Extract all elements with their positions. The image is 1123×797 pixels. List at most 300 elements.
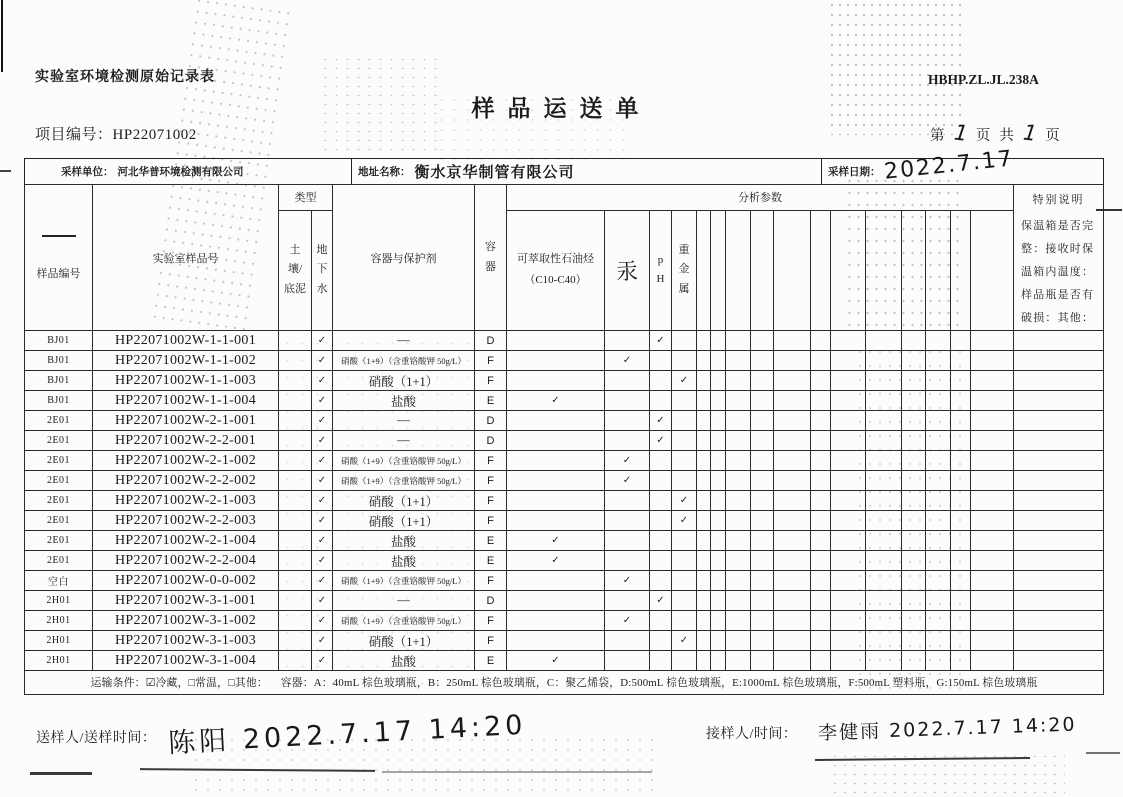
preservative-cell: 盐酸: [333, 651, 475, 671]
container-code-cell: E: [475, 651, 507, 671]
signature-underline: [815, 757, 1030, 761]
type-groundwater-check-cell: ✓: [312, 451, 333, 471]
special-note-empty-cell: [1014, 431, 1104, 451]
param-heavy-metal-check-cell: [672, 351, 697, 371]
empty-param-cell: [926, 431, 951, 451]
empty-param-cell: [866, 511, 902, 531]
empty-param-cell: [951, 431, 971, 451]
col-header-empty-param: [951, 210, 971, 330]
param-ph-check-cell: [650, 611, 672, 631]
empty-param-cell: [951, 391, 971, 411]
receiver-signature-handwritten: 李健雨 2022.7.17 14:20: [817, 713, 1077, 745]
empty-param-cell: [711, 551, 726, 571]
param-ph-check-cell: [650, 571, 672, 591]
empty-param-cell: [711, 331, 726, 351]
col-header-empty-param: [866, 210, 902, 330]
special-note-empty-cell: [1014, 511, 1104, 531]
empty-param-cell: [926, 511, 951, 531]
lab-sample-no-cell: HP22071002W-3-1-001: [93, 591, 279, 611]
type-soil-cell: [279, 411, 312, 431]
container-code-cell: D: [475, 331, 507, 351]
table-row: [25, 371, 1104, 391]
col-header-param-mercury: [605, 210, 650, 330]
lab-sample-no-cell: HP22071002W-0-0-002: [93, 571, 279, 591]
type-soil-cell: [279, 511, 312, 531]
empty-param-cell: [926, 591, 951, 611]
table-row: [25, 611, 1104, 631]
special-note-empty-cell: [1014, 371, 1104, 391]
scan-edge-mark: [0, 170, 11, 172]
empty-param-cell: [831, 431, 866, 451]
preservative-cell: 硝酸（1+9）（含重铬酸钾 50g/L）: [333, 571, 475, 591]
lab-sample-no-cell: HP22071002W-2-1-003: [93, 491, 279, 511]
empty-param-cell: [971, 551, 1014, 571]
empty-param-cell: [711, 611, 726, 631]
project-number-label: 项目编号：: [35, 127, 113, 143]
sample-no-cell: 2H01: [25, 631, 93, 651]
empty-param-cell: [831, 451, 866, 471]
empty-param-cell: [971, 571, 1014, 591]
param-heavy-metal-check-cell: ✓: [672, 491, 697, 511]
empty-param-cell: [866, 391, 902, 411]
empty-param-cell: [866, 651, 902, 671]
empty-param-cell: [751, 551, 774, 571]
empty-param-cell: [926, 611, 951, 631]
sample-no-cell: 2E01: [25, 551, 93, 571]
empty-param-cell: [774, 331, 811, 351]
empty-param-cell: [697, 491, 711, 511]
preservative-cell: —: [333, 431, 475, 451]
empty-param-cell: [726, 631, 751, 651]
empty-param-cell: [811, 611, 831, 631]
param-ph-check-cell: [650, 651, 672, 671]
empty-param-cell: [697, 451, 711, 471]
param-heavy-metal-check-cell: [672, 331, 697, 351]
type-soil-cell: [279, 591, 312, 611]
table-footer: [25, 671, 1104, 695]
col-header-sample-no-label: 样品编号: [36, 267, 81, 280]
table-row: [25, 451, 1104, 471]
sender-label: 送样人/送样时间：: [36, 731, 157, 746]
empty-param-cell: [726, 331, 751, 351]
special-note-empty-cell: [1014, 351, 1104, 371]
col-header-empty-param: [926, 210, 951, 330]
lab-sample-no-cell: HP22071002W-2-1-004: [93, 531, 279, 551]
param-heavy-metal-check-cell: [672, 411, 697, 431]
empty-param-cell: [811, 591, 831, 611]
empty-param-cell: [811, 631, 831, 651]
signature-underline: [30, 772, 92, 775]
empty-param-cell: [751, 511, 774, 531]
empty-param-cell: [866, 551, 902, 571]
lab-sample-no-cell: HP22071002W-3-1-003: [93, 631, 279, 651]
empty-param-cell: [926, 651, 951, 671]
empty-param-cell: [831, 551, 866, 571]
empty-param-cell: [811, 451, 831, 471]
col-header-type-groundwater-label: 地下水: [316, 243, 328, 296]
param-mercury-check-cell: ✓: [605, 611, 650, 631]
table-row: [25, 551, 1104, 571]
sample-no-cell: 2H01: [25, 611, 93, 631]
param-heavy-metal-check-cell: [672, 471, 697, 491]
empty-param-cell: [711, 431, 726, 451]
preservative-cell: 硝酸（1+9）（含重铬酸钾 50g/L）: [333, 451, 475, 471]
param-mercury-check-cell: [605, 331, 650, 351]
type-groundwater-check-cell: ✓: [312, 491, 333, 511]
special-note-empty-cell: [1014, 471, 1104, 491]
type-soil-cell: [279, 331, 312, 351]
special-note-title: 特别说明: [1032, 194, 1085, 206]
preservative-cell: —: [333, 591, 475, 611]
empty-param-cell: [726, 511, 751, 531]
container-code-cell: E: [475, 391, 507, 411]
empty-param-cell: [774, 351, 811, 371]
param-heavy-metal-check-cell: [672, 431, 697, 451]
col-header-empty-param: [697, 210, 711, 330]
empty-param-cell: [697, 371, 711, 391]
empty-param-cell: [726, 651, 751, 671]
special-note-empty-cell: [1014, 331, 1104, 351]
page-total-handwritten: 1: [1019, 120, 1041, 146]
preservative-cell: 盐酸: [333, 391, 475, 411]
project-number-line: [35, 123, 197, 144]
empty-param-cell: [697, 411, 711, 431]
empty-param-cell: [751, 431, 774, 451]
signature-underline: [140, 768, 375, 772]
empty-param-cell: [774, 571, 811, 591]
sample-no-cell: 2E01: [25, 411, 93, 431]
preservative-cell: —: [333, 331, 475, 351]
empty-param-cell: [831, 471, 866, 491]
type-groundwater-check-cell: ✓: [312, 471, 333, 491]
container-code-cell: F: [475, 371, 507, 391]
empty-param-cell: [831, 511, 866, 531]
param-mercury-check-cell: [605, 431, 650, 451]
empty-param-cell: [902, 371, 926, 391]
param-mercury-check-cell: ✓: [605, 351, 650, 371]
empty-param-cell: [811, 471, 831, 491]
sample-no-cell: 2E01: [25, 451, 93, 471]
scan-edge-line: [1, 0, 3, 72]
empty-param-cell: [697, 471, 711, 491]
container-code-cell: F: [475, 571, 507, 591]
empty-param-cell: [831, 351, 866, 371]
empty-param-cell: [711, 371, 726, 391]
param-mercury-check-cell: [605, 551, 650, 571]
empty-param-cell: [751, 531, 774, 551]
empty-param-cell: [726, 591, 751, 611]
empty-param-cell: [774, 391, 811, 411]
type-soil-cell: [279, 351, 312, 371]
table-row: [25, 351, 1104, 371]
empty-param-cell: [926, 371, 951, 391]
table-row: [25, 511, 1104, 531]
page-word-gong: 共: [999, 128, 1014, 144]
param-petroleum-check-cell: ✓: [507, 391, 605, 411]
empty-param-cell: [811, 351, 831, 371]
table-row: [25, 391, 1104, 411]
param-heavy-metal-check-cell: [672, 531, 697, 551]
empty-param-cell: [951, 531, 971, 551]
preservative-cell: 硝酸（1+1）: [333, 511, 475, 531]
param-heavy-metal-check-cell: ✓: [672, 511, 697, 531]
param-mercury-check-cell: ✓: [605, 571, 650, 591]
empty-param-cell: [866, 471, 902, 491]
empty-param-cell: [926, 331, 951, 351]
site-name-value: 衡水京华制管有限公司: [414, 165, 575, 181]
col-header-param-petroleum-label: 可萃取性石油烃（C10-C40）: [517, 253, 594, 287]
col-header-empty-param: [831, 210, 866, 330]
container-code-cell: F: [475, 451, 507, 471]
param-ph-check-cell: ✓: [650, 431, 672, 451]
param-petroleum-check-cell: [507, 631, 605, 651]
empty-param-cell: [697, 651, 711, 671]
empty-param-cell: [971, 451, 1014, 471]
empty-param-cell: [751, 591, 774, 611]
col-header-param-petroleum: [507, 210, 605, 330]
container-code-cell: D: [475, 411, 507, 431]
preservative-cell: 盐酸: [333, 551, 475, 571]
col-header-type-groundwater: [312, 210, 333, 330]
type-groundwater-check-cell: ✓: [312, 371, 333, 391]
empty-param-cell: [811, 651, 831, 671]
empty-param-cell: [726, 571, 751, 591]
empty-param-cell: [951, 371, 971, 391]
project-number-value: HP22071002: [112, 127, 197, 143]
empty-param-cell: [951, 611, 971, 631]
param-mercury-check-cell: [605, 371, 650, 391]
empty-param-cell: [697, 511, 711, 531]
param-petroleum-check-cell: [507, 411, 605, 431]
empty-param-cell: [971, 391, 1014, 411]
col-header-container-preservative: 容器与保护剂: [333, 185, 475, 331]
empty-param-cell: [811, 491, 831, 511]
empty-param-cell: [711, 391, 726, 411]
param-ph-check-cell: [650, 451, 672, 471]
col-header-container: [475, 185, 507, 331]
container-code-cell: E: [475, 531, 507, 551]
param-mercury-handwritten: 汞: [615, 259, 639, 286]
empty-param-cell: [951, 411, 971, 431]
empty-param-cell: [902, 551, 926, 571]
sampling-org-label: 采样单位：: [61, 167, 114, 178]
param-ph-check-cell: [650, 371, 672, 391]
col-header-type-group: 类型: [279, 185, 333, 211]
empty-param-cell: [831, 631, 866, 651]
sample-no-cell: 2E01: [25, 471, 93, 491]
type-soil-cell: [279, 631, 312, 651]
col-header-analysis-group: 分析参数: [507, 185, 1014, 211]
empty-param-cell: [971, 591, 1014, 611]
empty-param-cell: [774, 471, 811, 491]
empty-param-cell: [971, 471, 1014, 491]
empty-param-cell: [951, 331, 971, 351]
preservative-cell: 硝酸（1+1）: [333, 371, 475, 391]
col-header-empty-param: [811, 210, 831, 330]
param-heavy-metal-check-cell: ✓: [672, 371, 697, 391]
transport-conditions-row: [25, 671, 1104, 695]
type-groundwater-check-cell: ✓: [312, 531, 333, 551]
param-petroleum-check-cell: ✓: [507, 551, 605, 571]
empty-param-cell: [831, 371, 866, 391]
empty-param-cell: [751, 491, 774, 511]
lab-sample-no-cell: HP22071002W-2-1-002: [93, 451, 279, 471]
form-code: HBHP.ZL.JL.238A: [928, 72, 1039, 87]
container-code-cell: D: [475, 431, 507, 451]
site-name-cell: [351, 159, 821, 184]
param-heavy-metal-check-cell: [672, 571, 697, 591]
param-mercury-check-cell: [605, 411, 650, 431]
special-note-empty-cell: [1014, 491, 1104, 511]
empty-param-cell: [926, 491, 951, 511]
special-note-empty-cell: [1014, 591, 1104, 611]
special-note-empty-cell: [1014, 451, 1104, 471]
empty-param-cell: [902, 471, 926, 491]
empty-param-cell: [726, 451, 751, 471]
param-heavy-metal-check-cell: [672, 391, 697, 411]
container-code-cell: F: [475, 511, 507, 531]
preservative-cell: 硝酸（1+9）（含重铬酸钾 50g/L）: [333, 471, 475, 491]
param-petroleum-check-cell: [507, 331, 605, 351]
empty-param-cell: [926, 531, 951, 551]
doc-type-label: 实验室环境检测原始记录表: [35, 70, 215, 85]
empty-param-cell: [902, 411, 926, 431]
empty-param-cell: [711, 651, 726, 671]
receiver-label: 接样人/时间：: [706, 727, 798, 742]
empty-param-cell: [831, 331, 866, 351]
empty-param-cell: [751, 651, 774, 671]
col-header-type-soil: [279, 210, 312, 330]
container-code-cell: F: [475, 491, 507, 511]
empty-param-cell: [711, 571, 726, 591]
empty-param-cell: [831, 651, 866, 671]
empty-param-cell: [926, 551, 951, 571]
empty-param-cell: [951, 471, 971, 491]
empty-param-cell: [831, 611, 866, 631]
empty-param-cell: [751, 331, 774, 351]
empty-param-cell: [711, 631, 726, 651]
param-petroleum-check-cell: [507, 611, 605, 631]
empty-param-cell: [831, 591, 866, 611]
container-code-cell: E: [475, 551, 507, 571]
empty-param-cell: [751, 351, 774, 371]
type-soil-cell: [279, 651, 312, 671]
lab-sample-no-cell: HP22071002W-2-2-002: [93, 471, 279, 491]
preservative-cell: 盐酸: [333, 531, 475, 551]
empty-param-cell: [951, 631, 971, 651]
lab-sample-no-cell: HP22071002W-2-2-003: [93, 511, 279, 531]
table-header: [25, 185, 1104, 331]
lab-sample-no-cell: HP22071002W-2-2-004: [93, 551, 279, 571]
type-groundwater-check-cell: ✓: [312, 511, 333, 531]
table-body: [25, 331, 1104, 671]
empty-param-cell: [726, 531, 751, 551]
empty-param-cell: [866, 331, 902, 351]
param-petroleum-check-cell: [507, 351, 605, 371]
param-petroleum-check-cell: [507, 431, 605, 451]
param-mercury-check-cell: [605, 531, 650, 551]
type-groundwater-check-cell: ✓: [312, 351, 333, 371]
lab-sample-no-cell: HP22071002W-1-1-003: [93, 371, 279, 391]
signature-underline: [382, 771, 652, 773]
empty-param-cell: [774, 371, 811, 391]
empty-param-cell: [902, 611, 926, 631]
sample-table: [24, 184, 1104, 695]
empty-param-cell: [751, 471, 774, 491]
col-header-type-soil-label: 土壤/底泥: [284, 243, 306, 296]
page-current-handwritten: 1: [949, 120, 971, 146]
empty-param-cell: [866, 591, 902, 611]
type-soil-cell: [279, 391, 312, 411]
table-row: [25, 591, 1104, 611]
empty-param-cell: [697, 551, 711, 571]
empty-param-cell: [711, 471, 726, 491]
empty-param-cell: [751, 451, 774, 471]
empty-param-cell: [697, 571, 711, 591]
col-header-special-note: [1014, 185, 1104, 331]
empty-param-cell: [831, 411, 866, 431]
sample-no-cell: 2H01: [25, 591, 93, 611]
empty-param-cell: [866, 411, 902, 431]
sampling-date-handwritten: 2022.7.17: [883, 146, 1015, 185]
type-soil-cell: [279, 531, 312, 551]
page-word-ye: 页: [975, 128, 991, 144]
type-soil-cell: [279, 571, 312, 591]
empty-param-cell: [697, 531, 711, 551]
empty-param-cell: [811, 371, 831, 391]
empty-param-cell: [951, 491, 971, 511]
empty-param-cell: [726, 411, 751, 431]
type-groundwater-check-cell: ✓: [312, 331, 333, 351]
empty-param-cell: [866, 351, 902, 371]
sample-no-cell: 2E01: [25, 491, 93, 511]
param-petroleum-check-cell: [507, 471, 605, 491]
empty-param-cell: [711, 531, 726, 551]
param-mercury-check-cell: [605, 651, 650, 671]
container-code-cell: F: [475, 611, 507, 631]
type-groundwater-check-cell: ✓: [312, 431, 333, 451]
transport-conditions-text: 运输条件：☑冷藏，□常温，□其他：: [90, 677, 268, 689]
param-ph-check-cell: [650, 351, 672, 371]
param-petroleum-check-cell: [507, 451, 605, 471]
empty-param-cell: [971, 531, 1014, 551]
empty-param-cell: [866, 371, 902, 391]
empty-param-cell: [751, 411, 774, 431]
param-mercury-check-cell: [605, 631, 650, 651]
sender-signature-handwritten: 陈阳 2022.7.17 14:20: [167, 709, 528, 760]
empty-param-cell: [711, 491, 726, 511]
empty-param-cell: [926, 471, 951, 491]
empty-param-cell: [811, 411, 831, 431]
lab-sample-no-cell: HP22071002W-2-1-001: [93, 411, 279, 431]
table-row: [25, 571, 1104, 591]
empty-param-cell: [926, 571, 951, 591]
empty-param-cell: [811, 531, 831, 551]
sample-no-cell: BJ01: [25, 351, 93, 371]
special-note-body: 保温箱是否完整：接收时保温箱内温度：样品瓶是否有破损：其他：: [1021, 220, 1095, 324]
table-row: [25, 631, 1104, 651]
param-petroleum-check-cell: [507, 571, 605, 591]
special-note-empty-cell: [1014, 411, 1104, 431]
empty-param-cell: [726, 431, 751, 451]
empty-param-cell: [711, 591, 726, 611]
type-soil-cell: [279, 371, 312, 391]
empty-param-cell: [711, 411, 726, 431]
info-row: [24, 146, 1104, 185]
sample-no-cell: 2E01: [25, 511, 93, 531]
type-soil-cell: [279, 551, 312, 571]
empty-param-cell: [751, 631, 774, 651]
